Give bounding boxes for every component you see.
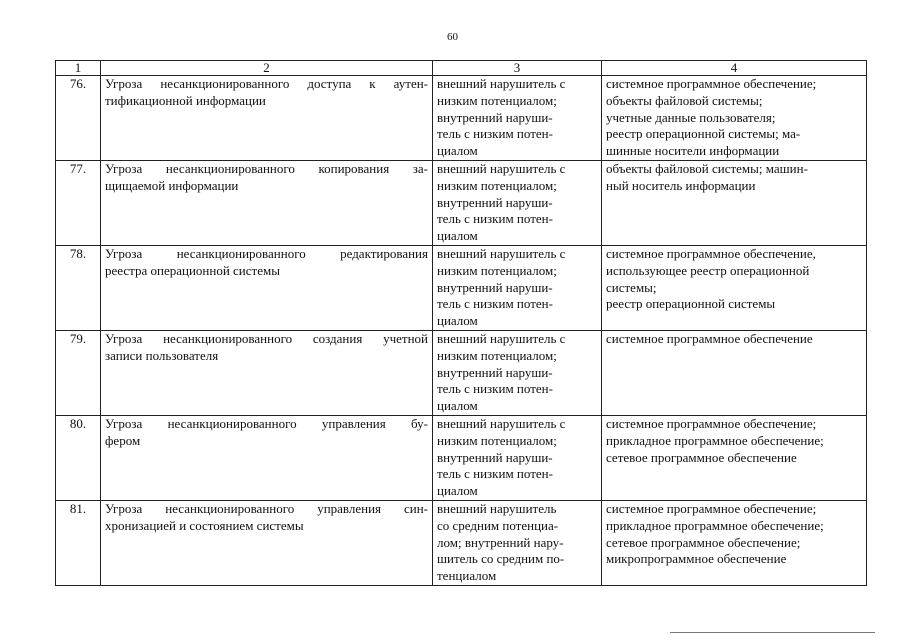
intruder-type-line: внешний нарушитель с — [437, 246, 566, 261]
intruder-type-line: тель с низким потен- — [437, 466, 553, 482]
intruder-type-line: со средним потенциа- — [437, 517, 559, 533]
impact-objects-line: объекты файловой системы; — [606, 92, 763, 108]
impact-objects-line: реестр операционной системы; ма- — [606, 126, 801, 142]
impact-objects-line: реестр операционной системы — [606, 296, 776, 312]
threat-name-line: Угроза несанкционированного управления бу- — [105, 416, 428, 431]
page-number: 60 — [447, 31, 458, 43]
threat-name-line: реестра операционной системы — [105, 262, 280, 278]
impact-objects-line: прикладное программное обеспечение; — [606, 432, 824, 448]
intruder-type-line: внешний нарушитель с — [437, 76, 566, 91]
intruder-type-line: циалом — [437, 313, 478, 329]
row-number: 79. — [56, 331, 101, 416]
impact-objects-line: учетные данные пользователя; — [606, 109, 776, 125]
table-row — [56, 246, 867, 331]
threat-name — [101, 161, 433, 246]
intruder-type-line: внутренний наруши- — [437, 194, 553, 210]
row-number: 77. — [56, 161, 101, 246]
intruder-type — [433, 331, 602, 416]
impact-objects — [602, 331, 867, 416]
threat-name-line: записи пользователя — [105, 347, 219, 363]
impact-objects-line: ный носитель информации — [606, 177, 756, 193]
threat-name — [101, 416, 433, 501]
table-row — [56, 416, 867, 501]
table-row — [56, 501, 867, 586]
intruder-type-line: тель с низким потен- — [437, 211, 553, 227]
intruder-type-line: внутренний наруши- — [437, 279, 553, 295]
intruder-type-line: внутренний наруши- — [437, 449, 553, 465]
impact-objects-line: прикладное программное обеспечение; — [606, 517, 824, 533]
impact-objects-line: шинные носители информации — [606, 143, 780, 159]
table-row — [56, 76, 867, 161]
impact-objects-line: системы; — [606, 279, 657, 295]
impact-objects-line: сетевое программное обеспечение; — [606, 534, 801, 550]
table-row — [56, 161, 867, 246]
intruder-type-line: лом; внутренний нару- — [437, 534, 564, 550]
row-number: 76. — [56, 76, 101, 161]
impact-objects-line: сетевое программное обеспечение — [606, 449, 797, 465]
intruder-type-line: внутренний наруши- — [437, 109, 553, 125]
threat-name-line: щищаемой информации — [105, 177, 239, 193]
threat-name — [101, 331, 433, 416]
threat-name — [101, 76, 433, 161]
threat-name — [101, 246, 433, 331]
row-number: 80. — [56, 416, 101, 501]
intruder-type-line: внешний нарушитель с — [437, 416, 566, 431]
threat-name-line: Угроза несанкционированного копирования за- — [105, 161, 428, 176]
impact-objects — [602, 76, 867, 161]
threat-table — [55, 60, 867, 586]
threat-name-line: Угроза несанкционированного редактирования — [105, 246, 428, 261]
intruder-type-line: низким потенциалом; — [437, 262, 557, 278]
impact-objects — [602, 161, 867, 246]
intruder-type — [433, 161, 602, 246]
intruder-type-line: низким потенциалом; — [437, 432, 557, 448]
intruder-type-line: тель с низким потен- — [437, 381, 553, 397]
intruder-type-line: низким потенциалом; — [437, 177, 557, 193]
intruder-type-line: внешний нарушитель с — [437, 161, 566, 176]
impact-objects — [602, 501, 867, 586]
intruder-type — [433, 246, 602, 331]
table-row — [56, 331, 867, 416]
threat-name-line: фером — [105, 432, 141, 448]
intruder-type-line: шитель со средним по- — [437, 551, 565, 567]
row-number: 78. — [56, 246, 101, 331]
impact-objects-line: объекты файловой системы; машин- — [606, 161, 808, 176]
intruder-type-line: циалом — [437, 228, 478, 244]
intruder-type-line: тель с низким потен- — [437, 126, 553, 142]
intruder-type — [433, 501, 602, 586]
impact-objects — [602, 246, 867, 331]
threat-name-line: тификационной информации — [105, 92, 266, 108]
intruder-type-line: низким потенциалом; — [437, 347, 557, 363]
threat-name-line: Угроза несанкционированного доступа к аутен- — [105, 76, 428, 91]
impact-objects-line: использующее реестр операционной — [606, 262, 810, 278]
threat-name-line: Угроза несанкционированного создания учетной — [105, 331, 428, 346]
column-header-1: 1 — [56, 61, 101, 76]
impact-objects-line: микропрограммное обеспечение — [606, 551, 787, 567]
intruder-type-line: циалом — [437, 398, 478, 414]
impact-objects-line: системное программное обеспечение — [606, 331, 813, 346]
threat-name-line: Угроза несанкционированного управления син- — [105, 501, 428, 516]
impact-objects-line: системное программное обеспечение; — [606, 76, 817, 91]
impact-objects-line: системное программное обеспечение, — [606, 246, 816, 261]
intruder-type-line: циалом — [437, 143, 478, 159]
impact-objects-line: системное программное обеспечение; — [606, 416, 817, 431]
table-header-row — [56, 61, 867, 76]
column-header-2: 2 — [101, 61, 433, 76]
impact-objects — [602, 416, 867, 501]
intruder-type — [433, 416, 602, 501]
threat-name — [101, 501, 433, 586]
footer-rule — [670, 632, 875, 633]
column-header-4: 4 — [602, 61, 867, 76]
column-header-3: 3 — [433, 61, 602, 76]
intruder-type-line: внутренний наруши- — [437, 364, 553, 380]
intruder-type-line: тенциалом — [437, 568, 497, 584]
intruder-type — [433, 76, 602, 161]
row-number: 81. — [56, 501, 101, 586]
intruder-type-line: низким потенциалом; — [437, 92, 557, 108]
impact-objects-line: системное программное обеспечение; — [606, 501, 817, 516]
intruder-type-line: внешний нарушитель с — [437, 331, 566, 346]
intruder-type-line: внешний нарушитель — [437, 501, 557, 516]
intruder-type-line: тель с низким потен- — [437, 296, 553, 312]
threat-name-line: хронизацией и состоянием системы — [105, 517, 304, 533]
intruder-type-line: циалом — [437, 483, 478, 499]
